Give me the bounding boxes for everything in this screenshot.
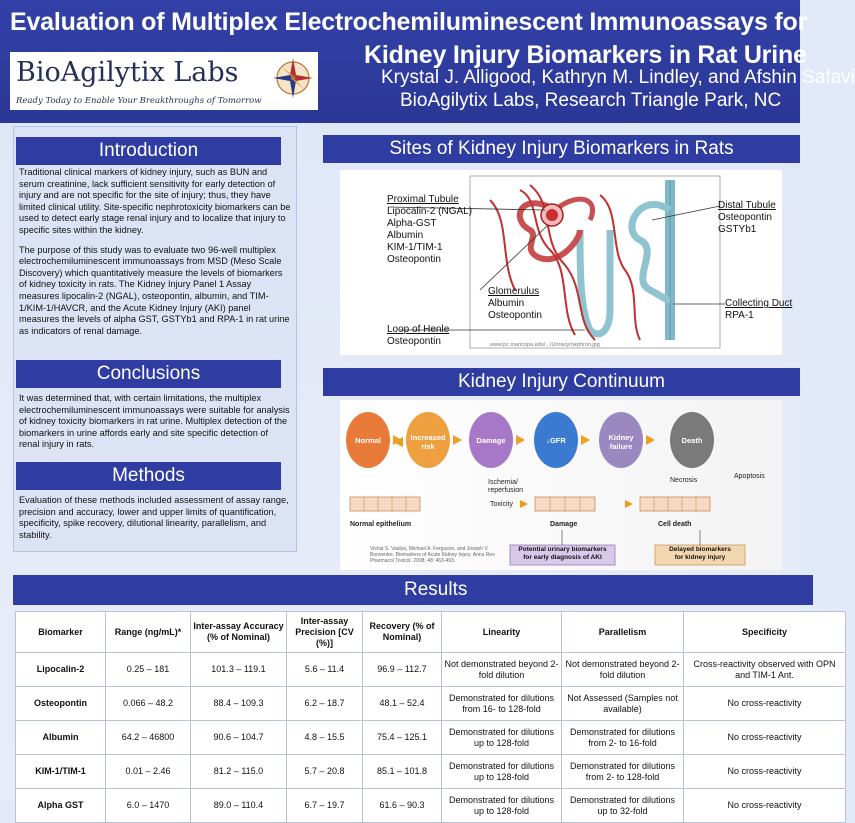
- table-header-row: [16, 612, 846, 653]
- table-cell: Demonstrated for dilutions up to 128-fold: [442, 789, 562, 823]
- table-cell: Demonstrated for dilutions up to 32-fold: [562, 789, 684, 823]
- sites-heading: Sites of Kidney Injury Biomarkers in Rats: [323, 135, 800, 163]
- table-cell: 81.2 – 115.0: [191, 755, 287, 789]
- table-cell: 48.1 – 52.4: [363, 687, 442, 721]
- table-cell: 0.25 – 181: [106, 653, 191, 687]
- table-row: [16, 687, 846, 721]
- table-cell: KIM-1/TIM-1: [16, 755, 106, 789]
- poster-header: [0, 0, 855, 123]
- stage-gfr: ↓GFR: [546, 436, 566, 445]
- stage-normal: Normal: [355, 436, 381, 445]
- collecting-duct-title: Collecting Duct: [725, 298, 793, 309]
- table-cell: 5.6 – 11.4: [287, 653, 363, 687]
- table-cell: Demonstrated for dilutions from 16- to 128-fold: [442, 687, 562, 721]
- collecting-duct-items: RPA-1: [725, 310, 754, 321]
- column-header: Parallelism: [562, 612, 684, 653]
- damage-label: Damage: [550, 521, 578, 528]
- introduction-heading: Introduction: [16, 137, 281, 165]
- table-cell: 96.9 – 112.7: [363, 653, 442, 687]
- stage-kidney-failure: Kidney failure: [608, 433, 634, 451]
- continuum-figure: [340, 400, 782, 570]
- affiliation: BioAgilytix Labs, Research Triangle Park, NC: [400, 90, 782, 111]
- table-cell: Demonstrated for dilutions from 2- to 128-fold: [562, 755, 684, 789]
- table-cell: 64.2 – 46800: [106, 721, 191, 755]
- image-source: www.pc.maricopa.edu/.../Urinary/nephron.jpg: [490, 342, 600, 348]
- cell-death-label: Cell death: [658, 521, 692, 528]
- results-heading-text: Results: [404, 579, 468, 600]
- methods-heading: Methods: [16, 462, 281, 490]
- table-cell: No cross-reactivity: [684, 789, 846, 823]
- normal-epithelium-label: Normal epithelium: [350, 521, 412, 528]
- table-cell: 0.01 – 2.46: [106, 755, 191, 789]
- table-row: [16, 755, 846, 789]
- table-cell: 75.4 – 125.1: [363, 721, 442, 755]
- logo-tagline: Ready Today to Enable Your Breakthroughs of Tomorrow: [16, 96, 262, 106]
- toxicity-label: Toxicity: [490, 501, 513, 508]
- table-cell: Albumin: [16, 721, 106, 755]
- glomerulus-title: Glomerulus: [488, 286, 540, 297]
- table-row: [16, 789, 846, 823]
- table-cell: 5.7 – 20.8: [287, 755, 363, 789]
- table-cell: No cross-reactivity: [684, 687, 846, 721]
- necrosis-label: Necrosis: [670, 477, 698, 484]
- table-cell: No cross-reactivity: [684, 755, 846, 789]
- loop-of-henle-title: Loop of Henle: [387, 324, 450, 335]
- table-cell: No cross-reactivity: [684, 721, 846, 755]
- ischemia-label: Ischemia/ reperfusion: [488, 479, 524, 494]
- table-cell: Demonstrated for dilutions up to 128-fold: [442, 755, 562, 789]
- table-cell: 6.2 – 18.7: [287, 687, 363, 721]
- glomerulus-items: Albumin Osteopontin: [488, 298, 542, 321]
- results-heading: [13, 575, 813, 605]
- proximal-tubule-title: Proximal Tubule: [387, 194, 459, 205]
- column-header: Linearity: [442, 612, 562, 653]
- column-header: Recovery (% of Nominal): [363, 612, 442, 653]
- introduction-body: [19, 167, 291, 345]
- table-cell: Not demonstrated beyond 2-fold dilution: [442, 653, 562, 687]
- distal-tubule-title: Distal Tubule: [718, 200, 776, 211]
- table-cell: 89.0 – 110.4: [191, 789, 287, 823]
- table-cell: Not demonstrated beyond 2-fold dilution: [562, 653, 684, 687]
- logo-name: BioAgilytix Labs: [16, 57, 239, 88]
- loop-of-henle-items: Osteopontin: [387, 336, 441, 347]
- table-cell: Demonstrated for dilutions up to 128-fold: [442, 721, 562, 755]
- table-cell: Not Assessed (Samples not available): [562, 687, 684, 721]
- distal-tubule-items: Osteopontin GSTYb1: [718, 212, 772, 235]
- table-cell: Lipocalin-2: [16, 653, 106, 687]
- methods-body: Evaluation of these methods included assessment of assay range, precision and accuracy, lower and upper limits of quantification, specificity, spike recovery, dilutional linearity, parallelism, and stability.: [19, 495, 289, 540]
- stage-increased-risk: Increased risk: [410, 433, 446, 451]
- citation: Vishal S. Vaidya, Michael A. Ferguson, and Joseph V. Bonventre. Biomarkers of Acute Kidney Injury. Annu Rev Pharmacol Toxicol. 2008; 48: 463-493.: [370, 546, 495, 564]
- collecting-duct-label: [725, 298, 792, 322]
- column-header: Inter-assay Precision [CV (%)]: [287, 612, 363, 653]
- table-cell: Alpha GST: [16, 789, 106, 823]
- stage-damage: Damage: [476, 436, 506, 445]
- distal-tubule-label: [718, 200, 776, 236]
- table-cell: 85.1 – 101.8: [363, 755, 442, 789]
- results-table: [15, 611, 846, 823]
- column-header: Biomarker: [16, 612, 106, 653]
- table-cell: 4.8 – 15.5: [287, 721, 363, 755]
- compass-icon: [272, 56, 314, 104]
- title-line-2: Kidney Injury Biomarkers in Rat Urine: [364, 41, 807, 69]
- table-cell: 0.066 – 48.2: [106, 687, 191, 721]
- continuum-heading: Kidney Injury Continuum: [323, 368, 800, 396]
- company-logo: [10, 52, 318, 110]
- title-line-1: Evaluation of Multiplex Electrochemiluminescent Immunoassays for: [10, 8, 808, 36]
- column-header: Specificity: [684, 612, 846, 653]
- table-cell: 90.6 – 104.7: [191, 721, 287, 755]
- loop-of-henle-label: [387, 324, 449, 348]
- table-cell: 61.6 – 90.3: [363, 789, 442, 823]
- continuum-diagram: [340, 400, 782, 570]
- table-cell: 6.7 – 19.7: [287, 789, 363, 823]
- table-cell: Osteopontin: [16, 687, 106, 721]
- conclusions-body: It was determined that, with certain limitations, the multiplex electrochemiluminescent immunoassays were suitable for analysis of kidney toxicity biomarkers in rat urine. Multiplex detection of the biomarkers in urine affords early and site specific detection of renal injury in rats.: [19, 393, 290, 450]
- stage-death: Death: [681, 436, 703, 445]
- conclusions-heading: Conclusions: [16, 360, 281, 388]
- table-row: [16, 721, 846, 755]
- column-header: Range (ng/mL)*: [106, 612, 191, 653]
- introduction-para-2: The purpose of this study was to evaluate two 96-well multiplex electrochemiluminescent immunoassays from MSD (Meso Scale Discovery) which quantitatively measure the levels of biomarkers of kidney toxicity in rats. The Kidney Injury Panel 1 Assay measures lipocalin-2 (NGAL), osteopontin, albumin, and TIM-1/KIM-1/HAVCR, and the Acute Kidney Injury (AKI) panel measures the levels of alpha GST, GSTYb1 and RPA-1 in rat urine as indicators of renal damage.: [19, 244, 290, 336]
- column-header: Inter-assay Accuracy (% of Nominal): [191, 612, 287, 653]
- proximal-tubule-items: Lipocalin-2 (NGAL) Alpha-GST Albumin KIM-1/TIM-1 Osteopontin: [387, 206, 473, 265]
- proximal-tubule-label: [387, 194, 472, 266]
- table-cell: 6.0 – 1470: [106, 789, 191, 823]
- table-cell: Demonstrated for dilutions from 2- to 16-fold: [562, 721, 684, 755]
- potential-biomarkers-box: Potential urinary biomarkers for early diagnosis of AKI: [518, 546, 607, 561]
- table-row: [16, 653, 846, 687]
- table-cell: 88.4 – 109.3: [191, 687, 287, 721]
- table-cell: 101.3 – 119.1: [191, 653, 287, 687]
- glomerulus-label: [488, 286, 542, 322]
- introduction-para-1: Traditional clinical markers of kidney injury, such as BUN and serum creatinine, lack sufficient sensitivity for early detection of injury and are not specific for the site of injury; thus, they have limited clinical utility. Site-specific nephrotoxicity biomarkers can be used to detect early stage renal injury and to localize that injury to specific sites within the kidney.: [19, 167, 291, 235]
- apoptosis-label: Apoptosis: [734, 473, 765, 480]
- authors: Krystal J. Alligood, Kathryn M. Lindley, and Afshin Safavi: [381, 67, 855, 88]
- delayed-biomarkers-box: Delayed biomarkers for kidney injury: [669, 546, 731, 561]
- table-cell: Cross-reactivity observed with OPN and TIM-1 Ant.: [684, 653, 846, 687]
